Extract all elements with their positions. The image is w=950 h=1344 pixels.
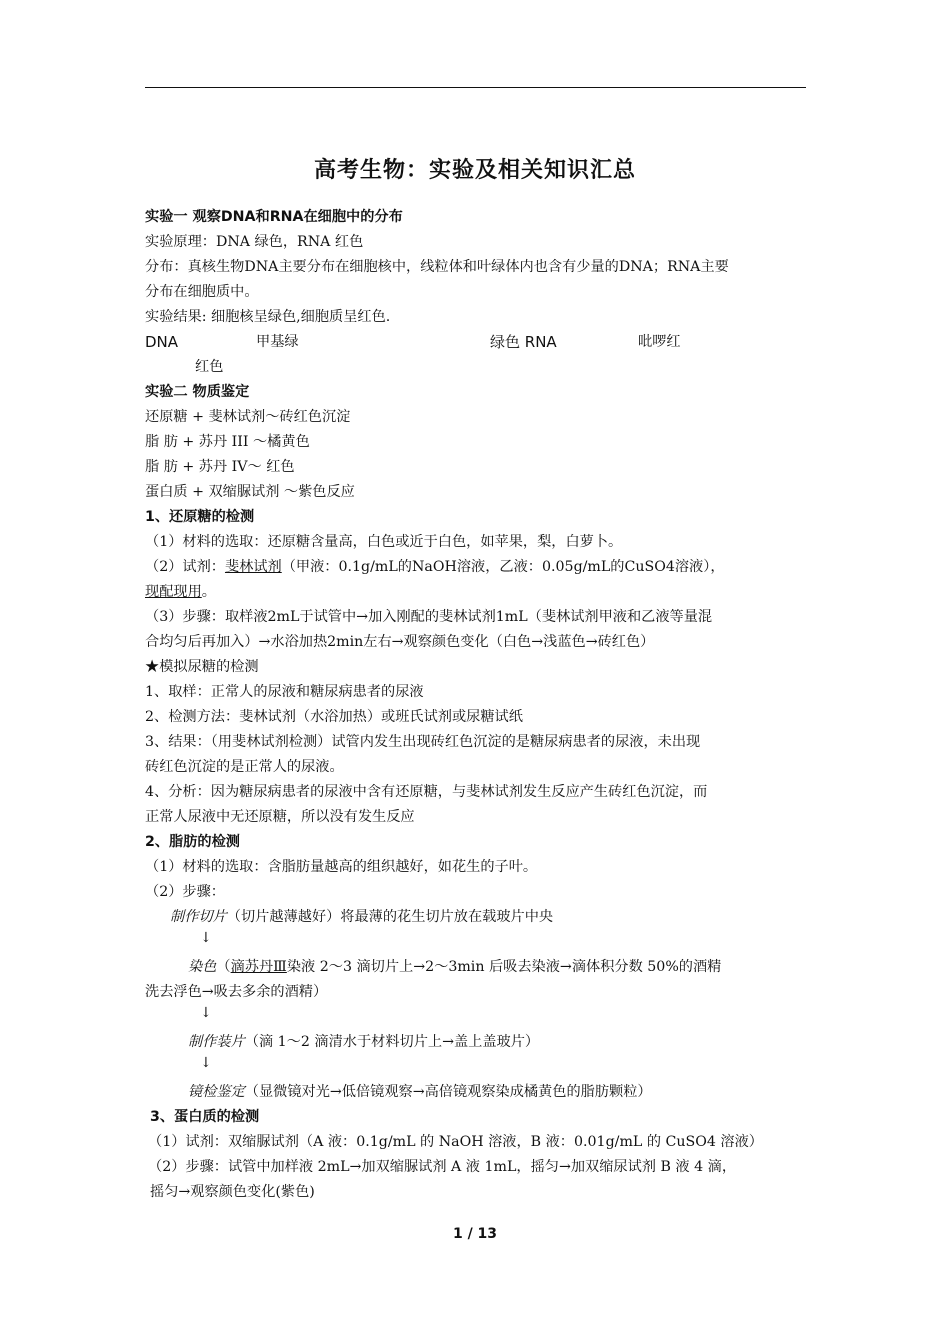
sec3-heading: 3、蛋白质的检测	[150, 1109, 260, 1125]
sec1-reagent-fehling: 斐林试剂	[224, 559, 282, 575]
sec2-step3-name: 制作装片	[188, 1034, 245, 1050]
sec1-test-item3-line1: 3、结果：（用斐林试剂检测）试管内发生出现砖红色沉淀的是糖尿病患者的尿液，未出现	[145, 734, 701, 750]
sec2-step2-line2: 洗去浮色→吸去多余的酒精）	[145, 984, 328, 1000]
sec3-steps-line1: （2）步骤：试管中加样液 2mL→加双缩脲试剂 A 液 1mL，摇匀→加双缩尿试剂 B 液 4 滴，	[148, 1159, 737, 1175]
sec2-step4	[188, 1080, 652, 1105]
sec1-steps-line1: （3）步骤：取样液2mL于试管中→加入刚配的斐林试剂1mL（斐林试剂甲液和乙液等量混	[145, 609, 713, 625]
header-rule	[145, 87, 806, 88]
sec1-fresh-prep: 现配现用	[145, 584, 202, 600]
sec2-step1-text: （切片越薄越好）将最薄的花生切片放在载玻片中央	[226, 909, 554, 925]
sec2-step2-open: （	[216, 959, 231, 975]
sec2-step3	[188, 1030, 539, 1055]
sec1-period: 。	[201, 584, 216, 600]
down-arrow-icon: ↓	[200, 1005, 212, 1021]
exp1-row-red: 红色	[195, 359, 224, 375]
exp1-distribution-line2: 分布在细胞质中。	[145, 284, 259, 300]
sec1-material: （1）材料的选取：还原糖含量高，白色或近于白色，如苹果，梨，白萝卜。	[145, 534, 623, 550]
exp1-principle: 实验原理：DNA 绿色，RNA 红色	[145, 234, 364, 250]
sec1-heading: 1、还原糖的检测	[145, 509, 255, 525]
sec1-test-item4-line2: 正常人尿液中无还原糖，所以没有发生反应	[145, 809, 415, 825]
down-arrow-icon: ↓	[200, 930, 212, 946]
exp1-row-pyronin: 吡啰红	[638, 334, 681, 350]
sec3-steps-line2: 摇匀→观察颜色变化(紫色)	[150, 1184, 315, 1200]
sec2-steps-label: （2）步骤：	[145, 884, 225, 900]
sec3-reagent: （1）试剂：双缩脲试剂（A 液：0.1g/mL 的 NaOH 溶液，B 液：0.01g/mL 的 CuSO4 溶液）	[148, 1134, 763, 1150]
sec2-step3-text: （滴 1～2 滴清水于材料切片上→盖上盖玻片）	[244, 1034, 540, 1050]
sec2-step2-text: 染液 2～3 滴切片上→2～3min 后吸去染液→滴体积分数 50%的酒精	[286, 959, 722, 975]
exp2-line1: 还原糖 + 斐林试剂～砖红色沉淀	[145, 409, 351, 425]
sec1-test-item2: 2、检测方法：斐林试剂（水浴加热）或班氏试剂或尿糖试纸	[145, 709, 523, 725]
exp1-row-methyl-green: 甲基绿	[256, 334, 299, 350]
document-title: 高考生物：实验及相关知识汇总	[313, 158, 636, 183]
sec2-material: （1）材料的选取：含脂肪量越高的组织越好，如花生的子叶。	[145, 859, 538, 875]
sec2-step2-sudan: 滴苏丹Ⅲ	[230, 959, 287, 975]
sec2-step1-name: 制作切片	[170, 909, 227, 925]
sec1-test-item1: 1、取样：正常人的尿液和糖尿病患者的尿液	[145, 684, 424, 700]
sec2-step4-name: 镜检鉴定	[188, 1084, 245, 1100]
exp2-line4: 蛋白质 + 双缩脲试剂 ～紫色反应	[145, 484, 355, 500]
exp1-heading: 实验一 观察DNA和RNA在细胞中的分布	[145, 209, 403, 225]
sec1-reagent-detail: （甲液：0.1g/mL的NaOH溶液，乙液：0.05g/mL的CuSO4溶液），	[281, 559, 725, 575]
exp2-line3: 脂 肪 + 苏丹 IV～ 红色	[145, 459, 295, 475]
sec2-heading: 2、脂肪的检测	[145, 834, 240, 850]
exp1-row-green-rna: 绿色 RNA	[490, 333, 557, 351]
sec1-reagent-label: （2）试剂：	[145, 559, 225, 575]
exp1-row-dna: DNA	[145, 333, 179, 351]
sec2-step2	[188, 955, 721, 980]
exp2-line2: 脂 肪 + 苏丹 III ～橘黄色	[145, 434, 310, 450]
sec1-reagent	[145, 555, 725, 580]
page-number: 1 / 13	[452, 1226, 498, 1242]
exp1-distribution-line1: 分布：真核生物DNA主要分布在细胞核中，线粒体和叶绿体内也含有少量的DNA；RNA主要	[145, 259, 729, 275]
sec1-star-heading: ★模拟尿糖的检测	[145, 659, 259, 675]
sec1-reagent-note	[145, 580, 216, 605]
down-arrow-icon: ↓	[200, 1055, 212, 1071]
sec1-steps-line2: 合均匀后再加入）→水浴加热2min左右→观察颜色变化（白色→浅蓝色→砖红色）	[145, 634, 655, 650]
exp1-result: 实验结果: 细胞核呈绿色,细胞质呈红色.	[145, 309, 391, 325]
sec1-test-item3-line2: 砖红色沉淀的是正常人的尿液。	[145, 759, 344, 775]
exp2-heading: 实验二 物质鉴定	[145, 384, 250, 400]
sec2-step4-text: （显微镜对光→低倍镜观察→高倍镜观察染成橘黄色的脂肪颗粒）	[244, 1084, 652, 1100]
sec1-test-item4-line1: 4、分析：因为糖尿病患者的尿液中含有还原糖，与斐林试剂发生反应产生砖红色沉淀，而	[145, 784, 708, 800]
sec2-step1	[170, 905, 553, 930]
sec2-step2-name: 染色	[188, 959, 217, 975]
